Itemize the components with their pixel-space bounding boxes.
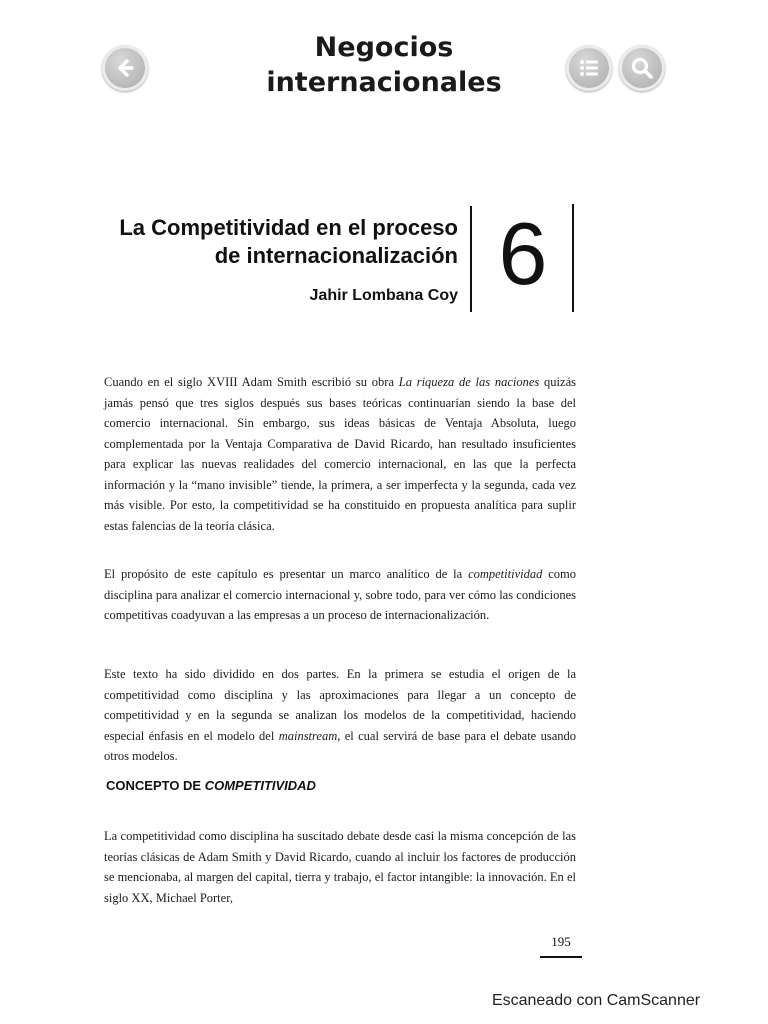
paragraph-3-text-cont: , el cual servirá de base para el debate usando otros modelos. [104, 728, 576, 763]
app-title-line2: internacionales [266, 67, 502, 98]
back-button[interactable] [102, 45, 148, 91]
app-header [0, 0, 768, 110]
chapter-title [38, 214, 458, 270]
search-magnifier-icon [629, 55, 655, 81]
paragraph-2-emphasis: competitividad [468, 567, 543, 581]
chapter-author: Jahir Lombana Coy [309, 287, 458, 304]
chapter-title-line1: La Competitividad en el proceso [119, 215, 458, 240]
chapter-divider-right [572, 204, 574, 312]
chapter-divider-left [470, 206, 472, 312]
arrow-left-circle-icon [112, 55, 138, 81]
paragraph-3-emphasis: mainstream [278, 728, 338, 743]
paragraph-1-text-cont: quizás jamás pensó que tres siglos después sus bases teóricas continuarían siendo la base del comercio internacional. Sin embargo, sus ideas básicas de Ventaja Absoluta, luego complementada por la Ventaja Comparativa de David Ricardo, han resultado insuficientes para explicar las nuevas realidades del comercio internacional, en las que la perfecta información y la “mano invisible” tiende, la primera, a ser imperfecta y la segunda, cada vez más visible. Por esto, la competitividad se ha constituido en propuesta analítica para suplir estas falencias de la teoría clásica. [104, 375, 576, 533]
search-button[interactable] [619, 45, 665, 91]
section-heading-emphasis: COMPETITIVIDAD [204, 778, 316, 793]
paragraph-2-text-cont: como disciplina para analizar el comercio internacional y, sobre todo, para ver cómo las condiciones competitivas coadyuvan a las empresas a un proceso de internacionalización. [104, 567, 576, 622]
section-heading [106, 778, 316, 793]
section-heading-prefix: CONCEPTO DE [106, 778, 205, 793]
paragraph-4-text: La competitividad como disciplina ha suscitado debate desde casi la misma concepción de las teorías clásicas de Adam Smith y David Ricardo, cuando al incluir los factores de producción se mencionaba, al margen del capital, tierra y trabajo, el factor intangible: la innovación. En el siglo XX, Michael Porter, [104, 829, 576, 905]
app-title [200, 30, 568, 100]
chapter-number: 6 [498, 204, 548, 303]
page-number: 195 [551, 934, 571, 949]
paragraph-1-text: Cuando en el siglo XVIII Adam Smith escribió su obra [104, 375, 399, 389]
paragraph-3 [104, 664, 576, 767]
paragraph-1-emphasis: La riqueza de las naciones [398, 375, 540, 389]
paragraph-2 [104, 564, 576, 626]
paragraph-4 [104, 826, 576, 908]
list-menu-button[interactable] [566, 45, 612, 91]
page-number-rule [540, 956, 582, 958]
paragraph-2-text: El propósito de este capítulo es presentar un marco analítico de la [104, 567, 469, 581]
scanned-page [0, 110, 768, 990]
paragraph-1 [104, 372, 576, 536]
paragraph-3-text: Este texto ha sido dividido en dos partes. En la primera se estudia el origen de la competitividad como disciplina y las aproximaciones para llegar a un concepto de competitividad y en la segunda se analizan los modelos de la competitividad, haciendo especial énfasis en el modelo del [104, 667, 576, 743]
chapter-title-line2: de internacionalización [214, 243, 458, 268]
camscanner-watermark: Escaneado con CamScanner [491, 992, 701, 1009]
list-menu-icon [576, 55, 602, 81]
app-title-line1: Negocios [314, 32, 454, 63]
